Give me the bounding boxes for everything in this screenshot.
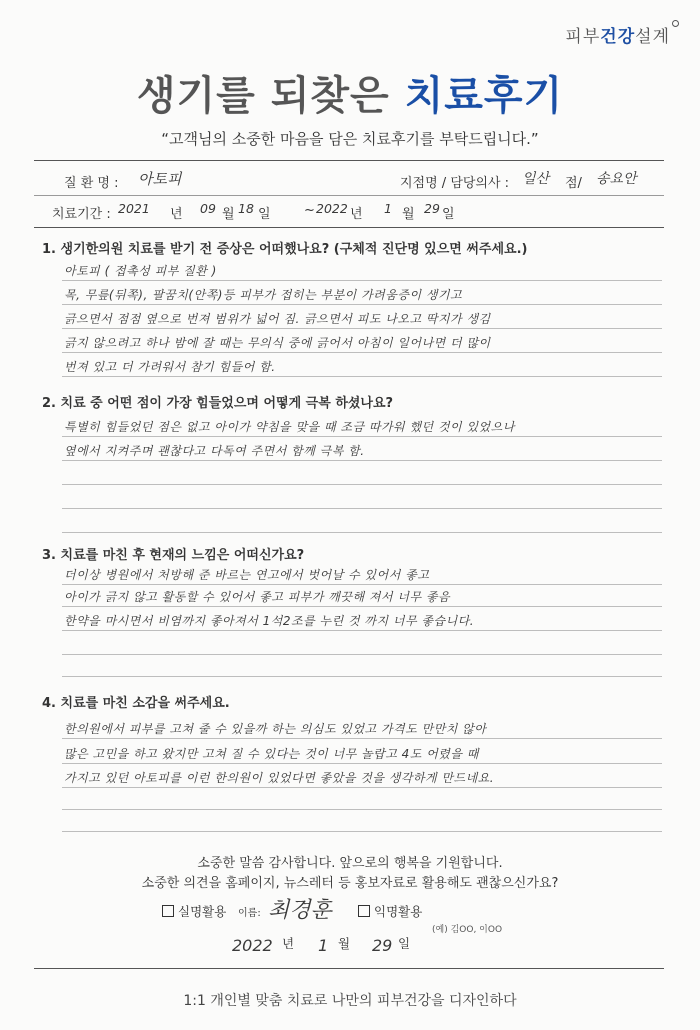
q3-answer-line-1: 더이상 병원에서 처방해 준 바르는 연고에서 벗어날 수 있어서 좋고	[64, 568, 430, 582]
q4-answer-line-2: 많은 고민을 하고 왔지만 고쳐 질 수 있다는 것이 너무 놀랍고 4도 어렸을 때	[64, 747, 479, 761]
start-year: 2021	[118, 201, 150, 216]
start-day: 18	[238, 201, 254, 216]
q1-rule-1	[62, 280, 662, 281]
q2-rule-4	[62, 508, 662, 509]
question-2-label: 2. 치료 중 어떤 점이 가장 힘들었으며 어떻게 극복 하셨나요?	[42, 396, 394, 411]
q1-rule-3	[62, 328, 662, 329]
page-title	[0, 64, 700, 121]
footer-slogan: 1:1 개인별 맞춤 치료로 나만의 피부건강을 디자인하다	[183, 993, 517, 1009]
q1-answer-line-1: 아토피 ( 접촉성 피부 질환 )	[64, 264, 217, 278]
q2-rule-2	[62, 460, 662, 461]
sign-date-day-unit: 일	[398, 936, 411, 951]
q4-answer-line-3: 가지고 있던 아토피를 이런 한의원이 있었다면 좋았을 것을 생각하게 만드네요.	[64, 771, 495, 785]
branch-sep: 점/	[565, 176, 582, 191]
sign-date-month: 1	[318, 936, 329, 955]
q3-answer-line-3: 한약을 마시면서 비염까지 좋아져서 1석2조를 누린 것 까지 너무 좋습니다.	[64, 614, 475, 628]
period-label: 치료기간 :	[52, 207, 111, 222]
q1-rule-4	[62, 352, 662, 353]
name-example: (예) 김OO, 이OO	[432, 925, 503, 935]
name-label: 이름:	[238, 908, 261, 919]
sign-date-year: 2022	[232, 936, 273, 955]
q4-rule-2	[62, 763, 662, 764]
q1-answer-line-5: 번져 있고 더 가려워서 참기 힘들어 함.	[64, 360, 276, 374]
q1-rule-5	[62, 376, 662, 377]
brand-pre: 피부	[565, 27, 601, 47]
end-day: 29	[424, 201, 440, 216]
info-bottom-rule	[34, 227, 664, 228]
q2-rule-5	[62, 532, 662, 533]
branch-value: 일산	[522, 171, 550, 187]
q1-answer-line-4: 긁지 않으려고 하나 밤에 잘 때는 무의식 중에 긁어서 아침이 일어나면 더 많이	[64, 336, 491, 350]
option-real-label: 실명활용	[178, 904, 227, 919]
q4-rule-3	[62, 787, 662, 788]
q3-rule-5	[62, 676, 662, 677]
start-month: 09	[200, 201, 216, 216]
checkbox-anonymous[interactable]	[358, 905, 370, 917]
subtitle: “고객님의 소중한 마음을 담은 치료후기를 부탁드립니다.”	[161, 130, 539, 148]
q1-rule-2	[62, 304, 662, 305]
end-year-unit: 년	[350, 207, 363, 222]
q2-answer-line-2: 옆에서 지켜주며 괜찮다고 다독여 주면서 함께 극복 함.	[64, 444, 365, 458]
info-mid-rule	[34, 195, 664, 196]
q2-answer-line-1: 특별히 힘들었던 점은 없고 아이가 약침을 맞을 때 조금 따가워 했던 것이 있었으나	[64, 420, 515, 434]
q4-answer-line-1: 한의원에서 피부를 고쳐 줄 수 있을까 하는 의심도 있었고 가격도 만만치 않아	[64, 722, 487, 736]
q2-rule-3	[62, 484, 662, 485]
question-3-label: 3. 치료를 마친 후 현재의 느낌은 어떠신가요?	[42, 548, 305, 563]
closing-line-1: 소중한 말씀 감사합니다. 앞으로의 행복을 기원합니다.	[197, 856, 503, 871]
checkbox-real-name[interactable]	[162, 905, 174, 917]
brand-logo	[565, 22, 670, 47]
brand-bold: 건강	[600, 27, 636, 47]
q3-rule-1	[62, 584, 662, 585]
question-4-label: 4. 치료를 마친 소감을 써주세요.	[42, 696, 230, 711]
start-day-unit: 일	[258, 207, 271, 222]
q1-answer-line-2: 목, 무릎(뒤쪽), 팔꿈치(안쪽)등 피부가 접히는 부분이 가려움증이 생기고	[64, 288, 463, 302]
disease-value: 아토피	[138, 170, 182, 188]
end-day-unit: 일	[442, 207, 455, 222]
q2-rule-1	[62, 436, 662, 437]
q4-rule-1	[62, 738, 662, 739]
question-1-label: 1. 생기한의원 치료를 받기 전 증상은 어떠했나요? (구체적 진단명 있으면 써주세요.)	[42, 242, 528, 257]
end-month: 1	[384, 201, 392, 216]
q4-rule-4	[62, 809, 662, 810]
period-tilde: ~	[304, 203, 315, 218]
sign-date-day: 29	[372, 936, 393, 955]
option-real-name[interactable]	[162, 902, 226, 920]
q4-rule-5	[62, 831, 662, 832]
sign-date-month-unit: 월	[338, 936, 351, 951]
q3-answer-line-2: 아이가 긁지 않고 활동할 수 있어서 좋고 피부가 깨끗해 져서 너무 좋음	[64, 590, 451, 604]
disease-label: 질 환 명 :	[64, 176, 119, 191]
info-top-rule	[34, 160, 664, 161]
title-part2: 치료후기	[404, 73, 564, 119]
sign-date-year-unit: 년	[282, 936, 295, 951]
start-year-unit: 년	[170, 207, 183, 222]
title-part1: 생기를 되찾은	[136, 73, 390, 119]
end-month-unit: 월	[402, 207, 415, 222]
brand-dot-icon	[672, 20, 679, 27]
brand-post: 설계	[635, 27, 670, 47]
doctor-value: 송요안	[596, 171, 637, 187]
q3-rule-4	[62, 654, 662, 655]
branch-label: 지점명 / 담당의사 :	[400, 176, 510, 191]
option-anonymous[interactable]	[358, 902, 422, 920]
start-month-unit: 월	[222, 207, 235, 222]
end-year: 2022	[316, 201, 348, 216]
q3-rule-3	[62, 630, 662, 631]
footer-rule	[34, 968, 664, 969]
option-anon-label: 익명활용	[374, 904, 423, 919]
name-signature: 최경훈	[268, 898, 332, 923]
q1-answer-line-3: 긁으면서 점점 옆으로 번져 범위가 넓어 짐. 긁으면서 피도 나오고 딱지가 생김	[64, 312, 491, 326]
closing-line-2: 소중한 의견을 홈페이지, 뉴스레터 등 홍보자료로 활용해도 괜찮으신가요?	[141, 876, 559, 891]
q3-rule-2	[62, 606, 662, 607]
